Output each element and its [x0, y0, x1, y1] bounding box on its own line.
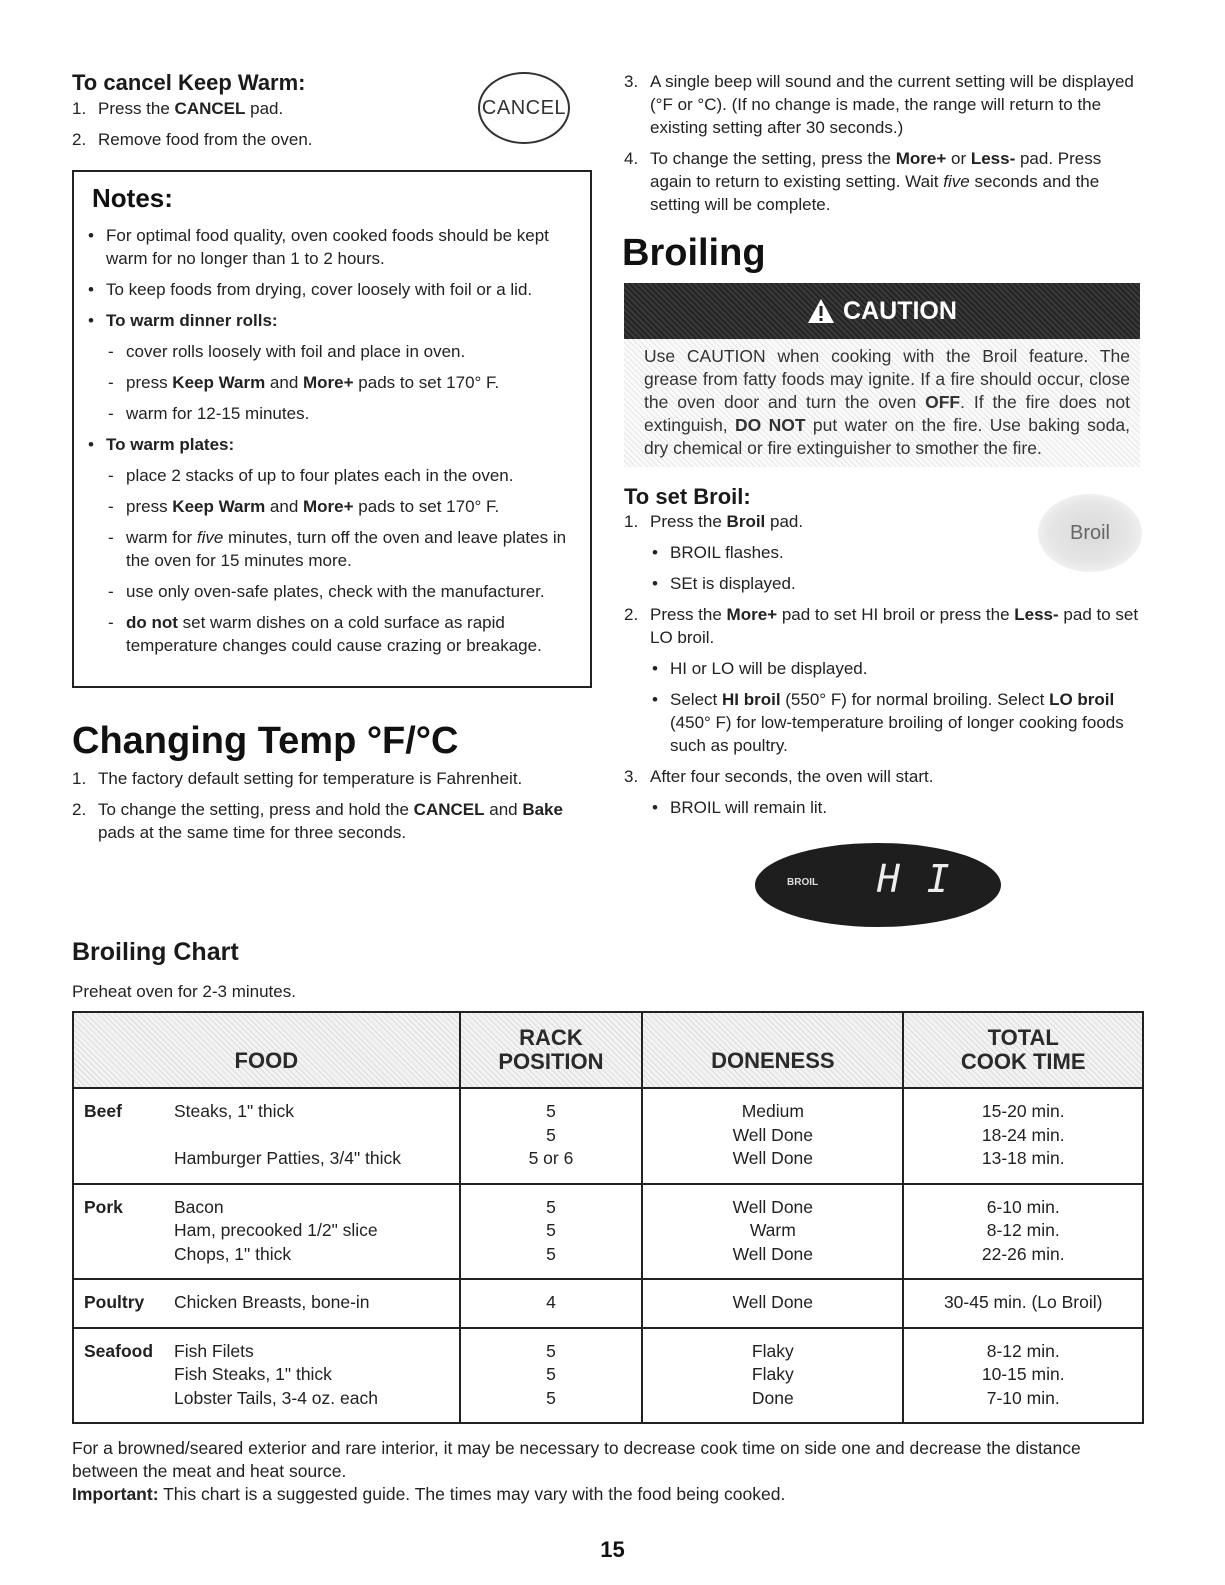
food-category: Seafood — [84, 1340, 154, 1361]
table-row: Poultry Chicken Breasts, bone-in 4 Well Done 30-45 min. (Lo Broil) — [73, 1279, 1143, 1328]
step: 2. Remove food from the oven. — [72, 130, 313, 149]
food-category: Poultry — [84, 1292, 145, 1312]
plates-heading-list — [86, 433, 576, 456]
sub-bullet: • BROIL will remain lit. — [652, 798, 828, 817]
temp-steps-continued — [624, 70, 1140, 224]
cancel-keep-warm-heading: To cancel Keep Warm: — [72, 70, 306, 95]
cancel-keep-warm-steps — [72, 97, 472, 159]
plates-item: - do not set warm dishes on a cold surface as rapid temperature changes could cause crazing or breakage. — [108, 613, 542, 655]
caution-text: Use CAUTION when cooking with the Broil feature. The grease from fatty foods may ignite. If a fire should occur, close the oven door and turn the oven OFF. If the fire does not extinguish, DO NOT put water on the fire. Use baking soda, dry chemical or fire extinguisher to smother the fire. — [624, 339, 1140, 467]
rolls-item: - press Keep Warm and More+ pads to set 170° F. — [108, 373, 500, 392]
oven-display-illustration — [755, 843, 1001, 927]
warning-triangle-icon — [807, 298, 835, 324]
note-item: • For optimal food quality, oven cooked foods should be kept warm for no longer than 1 to 2 hours. — [88, 226, 549, 268]
header-rack-position: RACK POSITION — [460, 1012, 643, 1088]
note-item: • To warm dinner rolls: — [88, 311, 278, 330]
cancel-pad-label: CANCEL — [481, 96, 567, 119]
sub-bullet: • HI or LO will be displayed. — [652, 659, 868, 678]
rolls-item: - cover rolls loosely with foil and place in oven. — [108, 342, 466, 361]
header-total-cook-time: TOTAL COOK TIME — [903, 1012, 1143, 1088]
broiling-chart-subheading: Preheat oven for 2-3 minutes. — [72, 982, 296, 1001]
table-row: Pork Bacon Ham, precooked 1/2" slice Chops, 1" thick 5 5 5 Well Done Warm Well Done 6-10 min. 8-12 min. 22-26 min. — [73, 1184, 1143, 1280]
important-label: Important: — [72, 1484, 159, 1504]
step: 2. Press the More+ pad to set HI broil or press the Less- pad to set LO broil. • HI or LO will be displayed. • Select HI broil (550° F) for normal broiling. Select LO broil (450° F) for low-temperature broiling of longer cooking foods such as poultry. — [624, 605, 1139, 755]
step: 1. The factory default setting for temperature is Fahrenheit. — [72, 769, 523, 788]
table-row: Beef Steaks, 1" thick Hamburger Patties, 3/4" thick 5 5 5 or 6 Medium Well Done Well Done 15-20 min. 18-24 min. 13-18 min. — [73, 1088, 1143, 1184]
footer-notes — [72, 1437, 1147, 1506]
plates-list — [106, 464, 576, 657]
rolls-list — [106, 340, 576, 425]
notes-list — [86, 224, 576, 332]
display-value: H I — [877, 857, 952, 901]
plates-item: - use only oven-safe plates, check with the manufacturer. — [108, 582, 545, 601]
broil-pad-label: Broil — [1069, 521, 1110, 544]
plates-item: - place 2 stacks of up to four plates each in the oven. — [108, 466, 514, 485]
notes-box — [72, 170, 592, 688]
caution-title: CAUTION — [843, 296, 957, 325]
rolls-item: - warm for 12-15 minutes. — [108, 404, 310, 423]
note-item: • To warm plates: — [88, 435, 235, 454]
table-header-row — [73, 1012, 1143, 1088]
page-number: 15 — [600, 1537, 625, 1562]
header-food: FOOD — [73, 1012, 460, 1088]
sub-bullet: • BROIL flashes. — [652, 543, 784, 562]
food-category: Beef — [84, 1101, 122, 1121]
step: 3. After four seconds, the oven will start. • BROIL will remain lit. — [624, 765, 1140, 819]
step: 1. Press the Broil pad. • BROIL flashes. • SEt is displayed. — [624, 510, 1140, 595]
sub-bullet: • SEt is displayed. — [652, 574, 796, 593]
step: 1. Press the CANCEL pad. — [72, 99, 284, 118]
broiling-heading: Broiling — [622, 232, 766, 274]
set-broil-heading: To set Broil: — [624, 484, 751, 509]
plates-item: - warm for five minutes, turn off the oven and leave plates in the oven for 15 minutes more. — [108, 528, 567, 570]
caution-banner — [624, 283, 1140, 339]
step: 3. A single beep will sound and the current setting will be displayed (°F or °C). (If no change is made, the range will return to the existing setting after 30 seconds.) — [624, 72, 1134, 137]
header-doneness: DONENESS — [642, 1012, 903, 1088]
broiling-chart-table — [72, 1011, 1144, 1424]
broiling-chart-heading: Broiling Chart — [72, 938, 239, 966]
table-row: Seafood Fish Filets Fish Steaks, 1" thick Lobster Tails, 3-4 oz. each 5 5 5 Flaky Flaky Done 8-12 min. 10-15 min. 7-10 min. — [73, 1328, 1143, 1424]
changing-temp-heading: Changing Temp °F/°C — [72, 720, 459, 762]
footer-note: For a browned/seared exterior and rare interior, it may be necessary to decrease cook time on side one and decrease the distance between the meat and heat source. — [72, 1438, 1081, 1481]
step: 2. To change the setting, press and hold the CANCEL and Bake pads at the same time for three seconds. — [72, 800, 563, 842]
cancel-pad-illustration — [478, 72, 570, 144]
food-category: Pork — [84, 1196, 123, 1217]
note-item: • To keep foods from drying, cover loosely with foil or a lid. — [88, 280, 533, 299]
step: 4. To change the setting, press the More+ or Less- pad. Press again to return to existing setting. Wait five seconds and the setting will be complete. — [624, 149, 1102, 214]
changing-temp-steps — [72, 767, 592, 852]
footer-important: Important: This chart is a suggested guide. The times may vary with the food being cooked. — [72, 1484, 786, 1504]
sub-bullet: • Select HI broil (550° F) for normal broiling. Select LO broil (450° F) for low-temperature broiling of longer cooking foods such as poultry. — [652, 690, 1124, 755]
notes-heading: Notes: — [92, 183, 173, 213]
set-broil-steps — [624, 510, 1140, 827]
display-broil-label: BROIL — [787, 877, 819, 888]
plates-item: - press Keep Warm and More+ pads to set 170° F. — [108, 497, 500, 516]
